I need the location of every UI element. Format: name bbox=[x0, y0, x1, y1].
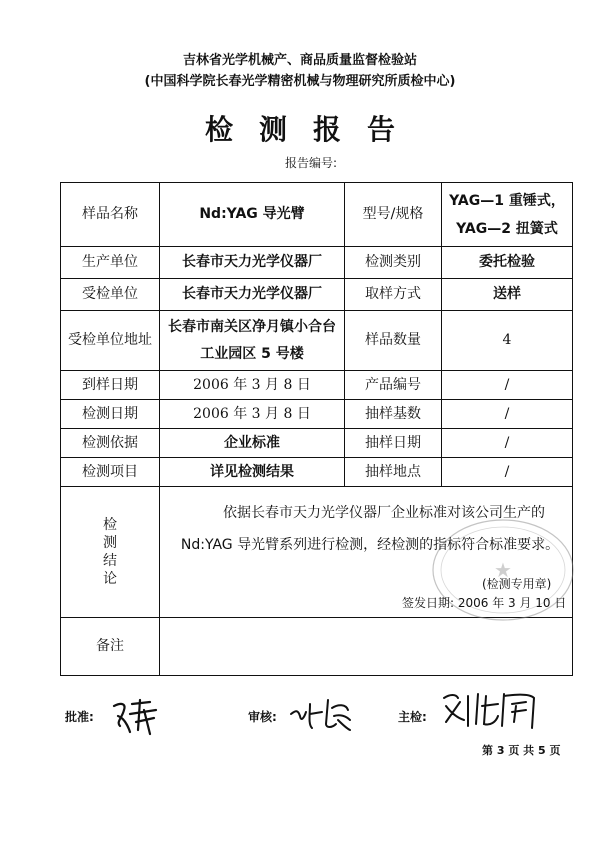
label-arrival-date: 到样日期 bbox=[61, 371, 160, 400]
value-sampling-date: / bbox=[442, 429, 573, 458]
value-model-line2: YAG—2 扭簧式 bbox=[456, 220, 558, 237]
reviewer-signature bbox=[288, 694, 354, 734]
label-remarks: 备注 bbox=[61, 618, 160, 676]
value-sampling-base: / bbox=[442, 400, 573, 429]
table-row bbox=[61, 429, 573, 458]
label-test-date: 检测日期 bbox=[61, 400, 160, 429]
conclusion-char-3: 结 bbox=[103, 553, 117, 569]
label-sampling-location: 抽样地点 bbox=[345, 458, 442, 487]
issue-date: 签发日期: 2006 年 3 月 10 日 bbox=[402, 596, 567, 610]
label-sampling-method: 取样方式 bbox=[345, 279, 442, 311]
page-number: 第 3 页 共 5 页 bbox=[482, 744, 561, 757]
report-number-label: 报告编号: bbox=[285, 156, 338, 170]
label-sampling-base: 抽样基数 bbox=[345, 400, 442, 429]
value-model bbox=[442, 183, 573, 247]
value-test-date: 2006 年 3 月 8 日 bbox=[160, 400, 345, 429]
value-address-line2: 工业园区 5 号楼 bbox=[200, 345, 304, 362]
approver-signature bbox=[110, 696, 170, 738]
approve-label: 批准: bbox=[65, 710, 94, 724]
table-row bbox=[61, 458, 573, 487]
table-row bbox=[61, 487, 573, 618]
conclusion-char-4: 论 bbox=[103, 571, 117, 588]
table-row bbox=[61, 400, 573, 429]
value-test-items: 详见检测结果 bbox=[160, 458, 345, 487]
value-sampling-method: 送样 bbox=[442, 279, 573, 311]
value-address-line1: 长春市南关区净月镇小合台 bbox=[168, 318, 336, 335]
label-sample-quantity: 样品数量 bbox=[345, 311, 442, 371]
value-test-basis: 企业标准 bbox=[160, 429, 345, 458]
label-test-category: 检测类别 bbox=[345, 247, 442, 279]
table-row bbox=[61, 311, 573, 371]
label-test-items: 检测项目 bbox=[61, 458, 160, 487]
conclusion-text: 依据长春市天力光学仪器厂企业标准对该公司生产的Nd:YAG 导光臂系列进行检测，经检测的指标符合标准要求。 bbox=[180, 505, 560, 553]
value-model-line1: YAG—1 重锤式， bbox=[449, 192, 565, 209]
table-row bbox=[61, 371, 573, 400]
inspector-signature bbox=[438, 688, 548, 734]
label-sample-name: 样品名称 bbox=[61, 183, 160, 247]
value-sampling-location: / bbox=[442, 458, 573, 487]
value-inspected-unit: 长春市天力光学仪器厂 bbox=[160, 279, 345, 311]
value-remarks bbox=[160, 618, 573, 676]
value-manufacturer: 长春市天力光学仪器厂 bbox=[160, 247, 345, 279]
label-test-basis: 检测依据 bbox=[61, 429, 160, 458]
label-model: 型号/规格 bbox=[345, 183, 442, 247]
label-address: 受检单位地址 bbox=[61, 311, 160, 371]
seal-note: (检测专用章) bbox=[482, 577, 552, 591]
table-row bbox=[61, 247, 573, 279]
page-title: 检测报告 bbox=[204, 113, 421, 146]
review-label: 审核: bbox=[248, 710, 277, 724]
value-arrival-date: 2006 年 3 月 8 日 bbox=[160, 371, 345, 400]
label-inspected-unit: 受检单位 bbox=[61, 279, 160, 311]
label-product-number: 产品编号 bbox=[345, 371, 442, 400]
conclusion-char-1: 检 bbox=[103, 516, 117, 533]
value-product-number: / bbox=[442, 371, 573, 400]
label-sampling-date: 抽样日期 bbox=[345, 429, 442, 458]
label-conclusion bbox=[61, 487, 160, 618]
conclusion-char-2: 测 bbox=[103, 534, 117, 551]
conclusion-cell bbox=[160, 487, 573, 618]
table-row bbox=[61, 279, 573, 311]
value-sample-name: Nd:YAG 导光臂 bbox=[160, 183, 345, 247]
table-row bbox=[61, 183, 573, 247]
org-subname: (中国科学院长春光学精密机械与物理研究所质检中心) bbox=[144, 74, 456, 89]
org-name: 吉林省光学机械产、商品质量监督检验站 bbox=[182, 53, 417, 68]
table-row bbox=[61, 618, 573, 676]
value-address bbox=[160, 311, 345, 371]
label-manufacturer: 生产单位 bbox=[61, 247, 160, 279]
svg-text:★: ★ bbox=[494, 558, 512, 582]
value-sample-quantity: 4 bbox=[442, 311, 573, 371]
value-test-category: 委托检验 bbox=[442, 247, 573, 279]
inspect-label: 主检: bbox=[398, 710, 427, 724]
report-table bbox=[60, 182, 573, 676]
